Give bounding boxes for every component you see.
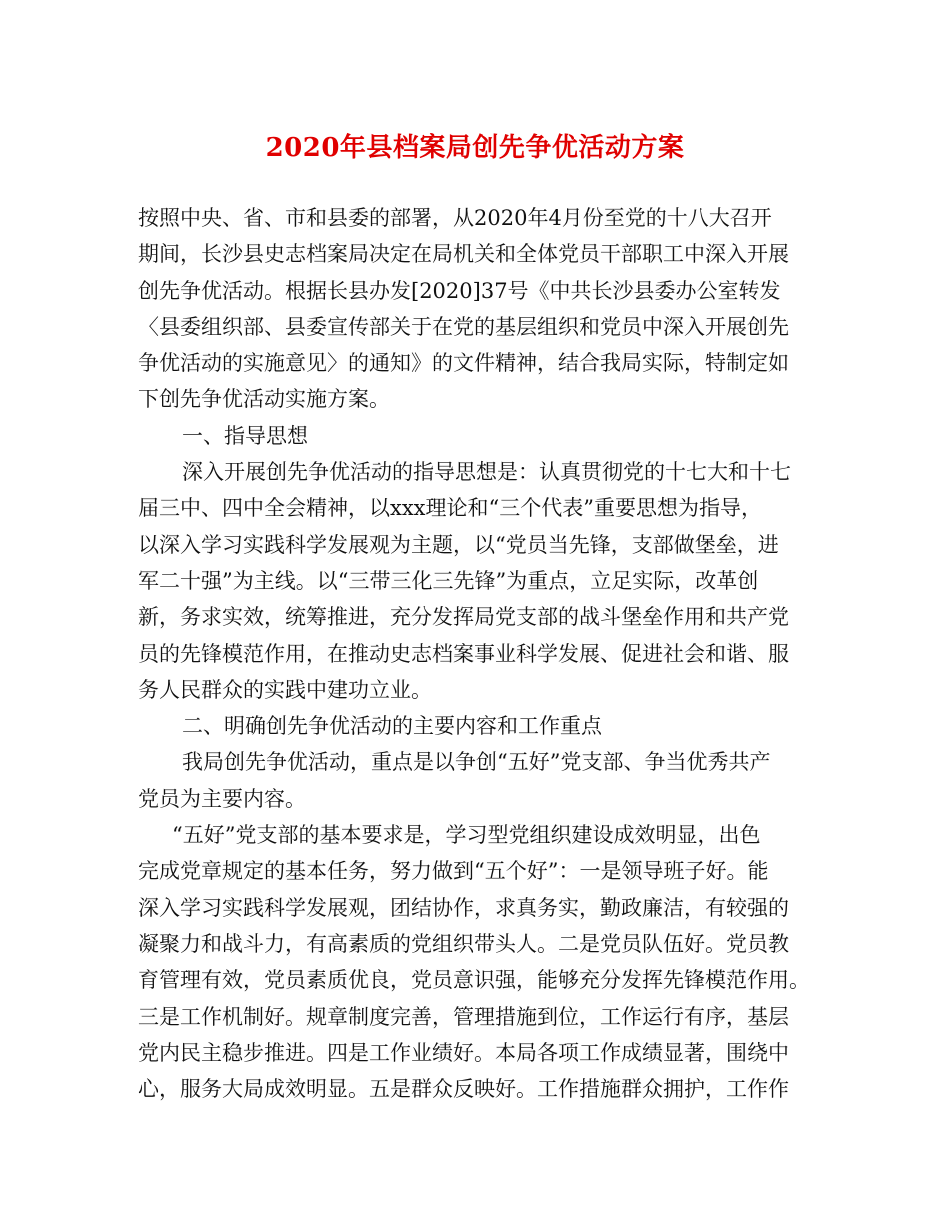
body-line: 届三中、四中全会精神，以xxx理论和“三个代表”重要思想为指导， bbox=[138, 496, 762, 521]
body-line: 育管理有效，党员素质优良，党员意识强，能够充分发挥先锋模范作用。 bbox=[138, 968, 810, 993]
body-line: 创先争优活动。根据长县办发[2020]37号《中共长沙县委办公室转发 bbox=[138, 278, 781, 303]
body-line: 以深入学习实践科学发展观为主题，以“党员当先锋，支部做堡垒，进 bbox=[138, 532, 779, 557]
body-line: “五好”党支部的基本要求是，学习型党组织建设成效明显，出色 bbox=[172, 823, 761, 848]
body-line: 我局创先争优活动，重点是以争创“五好”党支部、争当优秀共产 bbox=[182, 750, 771, 775]
body-line: 下创先争优活动实施方案。 bbox=[138, 387, 390, 412]
body-line: 员的先锋模范作用，在推动史志档案事业科学发展、促进社会和谐、服 bbox=[138, 641, 789, 666]
body-line: 党内民主稳步推进。四是工作业绩好。本局各项工作成绩显著，围绕中 bbox=[138, 1040, 789, 1065]
body-line: 凝聚力和战斗力，有高素质的党组织带头人。二是党员队伍好。党员教 bbox=[138, 931, 789, 956]
body-line: 党员为主要内容。 bbox=[138, 786, 306, 811]
section-heading: 一、指导思想 bbox=[182, 423, 308, 448]
body-line: 按照中央、省、市和县委的部署，从2020年4月份至党的十八大召开 bbox=[138, 206, 772, 230]
body-line: 新，务求实效，统筹推进，充分发挥局党支部的战斗堡垒作用和共产党 bbox=[138, 605, 789, 630]
section-heading: 二、明确创先争优活动的主要内容和工作重点 bbox=[182, 714, 602, 739]
body-line: 军二十强”为主线。以“三带三化三先锋”为重点，立足实际，改革创 bbox=[138, 568, 759, 593]
body-line: 深入开展创先争优活动的指导思想是：认真贯彻党的十七大和十七 bbox=[182, 460, 791, 485]
body-line: 〈县委组织部、县委宣传部关于在党的基层组织和党员中深入开展创先 bbox=[138, 314, 789, 339]
body-line: 期间，长沙县史志档案局决定在局机关和全体党员干部职工中深入开展 bbox=[138, 242, 789, 267]
body-line: 心，服务大局成效明显。五是群众反映好。工作措施群众拥护，工作作 bbox=[138, 1077, 789, 1102]
document-title: 2020年县档案局创先争优活动方案 bbox=[265, 133, 685, 163]
body-line: 三是工作机制好。规章制度完善，管理措施到位，工作运行有序，基层 bbox=[138, 1004, 789, 1029]
body-line: 争优活动的实施意见〉的通知》的文件精神，结合我局实际，特制定如 bbox=[138, 351, 789, 376]
body-line: 深入学习实践科学发展观，团结协作，求真务实，勤政廉洁，有较强的 bbox=[138, 895, 789, 920]
document-body bbox=[138, 200, 818, 1107]
body-line: 务人民群众的实践中建功立业。 bbox=[138, 677, 432, 702]
body-line: 完成党章规定的基本任务，努力做到“五个好”：一是领导班子好。能 bbox=[138, 859, 769, 884]
